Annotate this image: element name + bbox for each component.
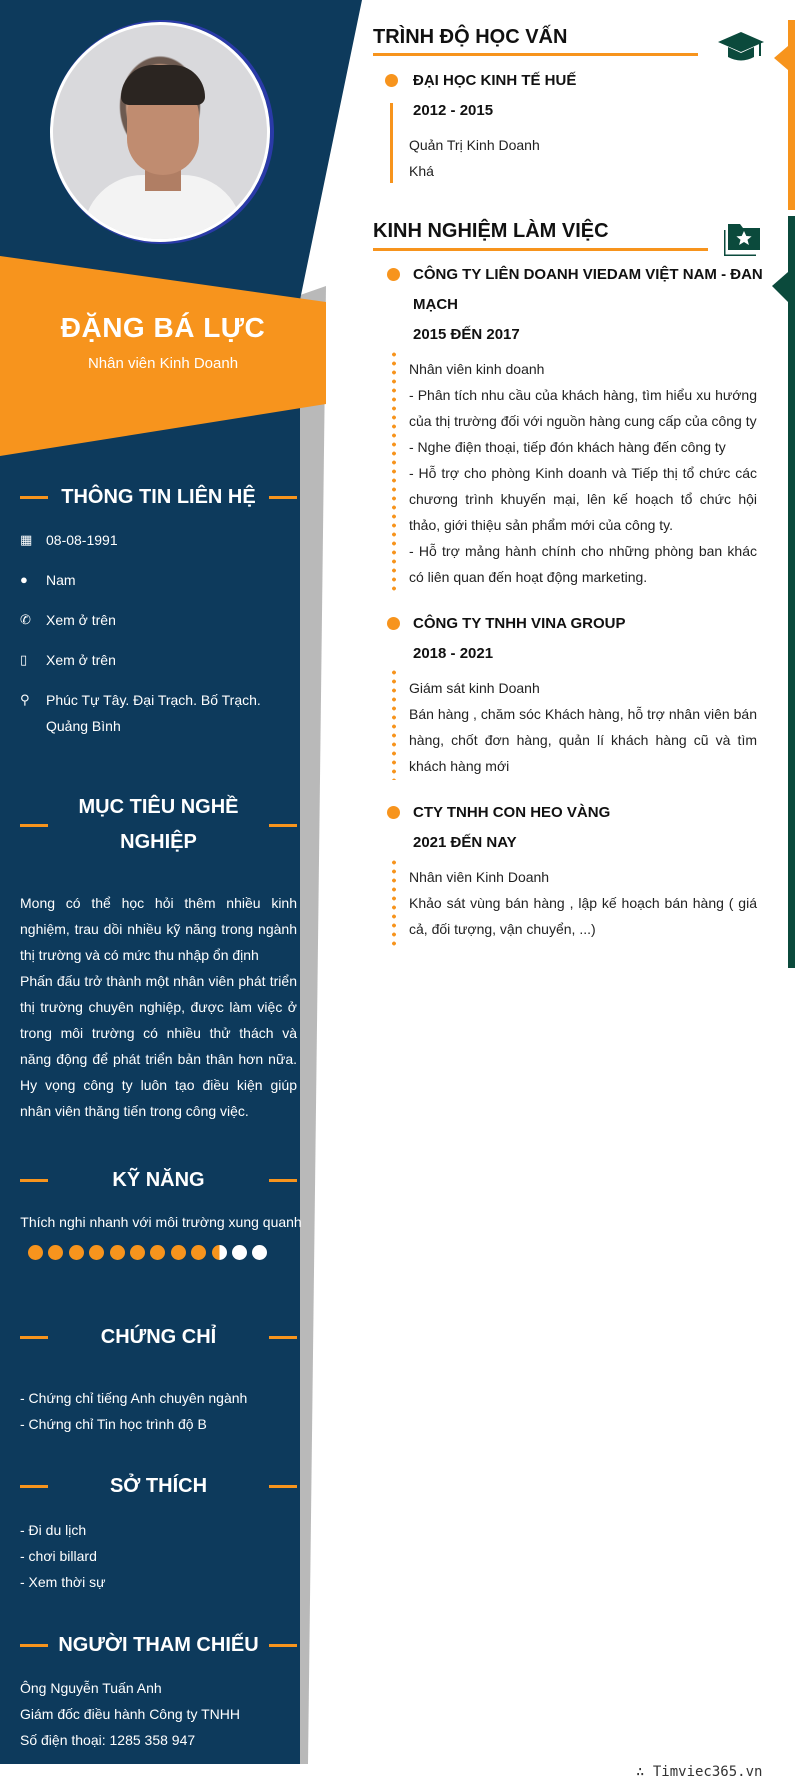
skill-dot: [48, 1245, 63, 1260]
job-company: CÔNG TY LIÊN DOANH VIEDAM VIỆT NAM - ĐAN: [413, 266, 763, 283]
skill-dot: [232, 1245, 247, 1260]
job-description: - Phân tích nhu cầu của khách hàng, tìm hiểu xu hướng của thị trường đối với nguồn hàng cung cấp của công ty - Nghe điện thoại, tiếp đón khách hàng đến công ty - Hỗ trợ cho phòng Kinh doanh và Tiếp thị tổ chức các chương trình khuyến mại, lên kế hoạch tổ chức hội thảo, giới thiệu sản phẩm mới của công ty. - Hỗ trợ mảng hành chính cho những phòng ban khác có liên quan đến hoạt động marketing.: [409, 387, 757, 585]
skill-dot: [150, 1245, 165, 1260]
job-period: 2015 ĐẾN 2017: [413, 326, 520, 343]
certificates-title: CHỨNG CHỈ: [100, 1326, 217, 1348]
job-position: Nhân viên kinh doanh: [409, 361, 545, 377]
skill-dot: [110, 1245, 125, 1260]
certificates-list: [20, 1385, 300, 1437]
job-bullet: [387, 617, 400, 630]
objective-title-line1: MỤC TIÊU NGHỀ: [78, 796, 239, 818]
divider: [269, 1336, 297, 1339]
job-company-cont: MẠCH: [413, 296, 458, 313]
education-title-underline: [373, 53, 698, 56]
divider: [20, 824, 48, 827]
contact-birthday: [20, 527, 300, 553]
divider: [20, 496, 48, 499]
education-timeline: [390, 103, 393, 183]
skill-dot: [252, 1245, 267, 1260]
phone-icon: ✆: [20, 612, 31, 627]
skills-section-header: [20, 1163, 297, 1198]
hobbies-title: SỞ THÍCH: [109, 1475, 208, 1497]
experience-title: KINH NGHIỆM LÀM VIỆC: [373, 220, 609, 242]
skill-name: Thích nghi nhanh với môi trường xung quanh: [20, 1214, 302, 1230]
watermark: ∴ Timviec365.vn: [636, 1764, 763, 1780]
divider: [269, 1644, 297, 1647]
job-position: Giám sát kinh Doanh: [409, 680, 540, 696]
education-bullet: [385, 74, 398, 87]
job-period: 2018 - 2021: [413, 645, 494, 662]
skill-dot: [171, 1245, 186, 1260]
list-item: - Đi du lịch: [20, 1522, 87, 1538]
job-timeline: [392, 350, 396, 592]
list-item: Số điện thoại: 1285 358 947: [20, 1732, 196, 1748]
certificates-section-header: [20, 1320, 297, 1355]
divider: [20, 1485, 48, 1488]
skill-dot: [89, 1245, 104, 1260]
references-section-header: [20, 1628, 297, 1663]
list-item: - chơi billard: [20, 1548, 97, 1564]
references-list: [20, 1675, 300, 1753]
job-company: CTY TNHH CON HEO VÀNG: [413, 804, 611, 821]
job-company: CÔNG TY TNHH VINA GROUP: [413, 615, 626, 632]
skills-title: KỸ NĂNG: [112, 1169, 205, 1191]
hobbies-list: [20, 1517, 300, 1595]
job-description: Khảo sát vùng bán hàng , lập kế hoạch bán hàng ( giá cả, đối tượng, vận chuyển, ...): [409, 895, 757, 937]
hobbies-section-header: [20, 1469, 297, 1504]
candidate-role: Nhân viên Kinh Doanh: [87, 355, 239, 372]
candidate-name: ĐẶNG BÁ LỰC: [60, 312, 266, 343]
contact-gender: [20, 567, 300, 593]
calendar-icon: ▦: [20, 532, 33, 547]
divider: [269, 496, 297, 499]
contact-address: [20, 687, 300, 739]
objective-title-line2: NGHIỆP: [120, 831, 197, 853]
contact-phone: [20, 607, 300, 633]
job-position: Nhân viên Kinh Doanh: [409, 869, 550, 885]
list-item: - Chứng chỉ tiếng Anh chuyên ngành: [20, 1390, 248, 1406]
graduation-cap-icon: [718, 30, 764, 66]
contact-value: Xem ở trên: [46, 612, 116, 628]
job-timeline: [392, 858, 396, 946]
list-item: - Xem thời sự: [20, 1574, 106, 1590]
education-title: TRÌNH ĐỘ HỌC VẤN: [373, 26, 568, 48]
references-title: NGƯỜI THAM CHIẾU: [58, 1634, 259, 1656]
skill-dot: [191, 1245, 206, 1260]
objective-text: Mong có thể học hỏi thêm nhiều kinh nghiệm, trau dồi nhiều kỹ năng trong ngành thị trường và có mức thu nhập ổn định Phấn đấu trở thành một nhân viên phát triển thị trường chuyên nghiệp, được làm việc ở trong môi trường có nhiều thử thách và năng động để phát triển bản thân hơn nữa. Hy vọng công ty luôn tạo điều kiện giúp nhân viên thăng tiến trong công việc.: [20, 895, 297, 1119]
job-description: Bán hàng , chăm sóc Khách hàng, hỗ trợ nhân viên bán hàng, chốt đơn hàng, quản lí khách hàng cũ và tìm khách hàng mới: [409, 706, 757, 774]
skill-rating: [28, 1245, 273, 1260]
avatar: [50, 22, 270, 242]
experience-title-underline: [373, 248, 708, 251]
education-major: Quản Trị Kinh Doanh: [409, 137, 540, 153]
contact-value: Nam: [46, 572, 76, 588]
contact-list: [20, 527, 300, 753]
divider: [20, 1336, 48, 1339]
job-period: 2021 ĐẾN NAY: [413, 834, 517, 851]
user-icon: ●: [20, 572, 28, 587]
list-item: Ông Nguyễn Tuấn Anh: [20, 1680, 162, 1696]
divider: [269, 1179, 297, 1182]
email-icon: ▯: [20, 652, 28, 667]
contact-value: 08-08-1991: [46, 532, 118, 548]
skill-dot: [69, 1245, 84, 1260]
job-bullet: [387, 806, 400, 819]
divider: [269, 1485, 297, 1488]
contact-value: Phúc Tự Tây. Đại Trạch. Bố Trạch. Quảng Bình: [46, 692, 261, 734]
list-item: - Chứng chỉ Tin học trình độ B: [20, 1416, 207, 1432]
folder-star-icon: [724, 222, 764, 256]
objective-section-header: [20, 790, 297, 860]
education-grade: Khá: [409, 163, 434, 179]
divider: [269, 824, 297, 827]
job-timeline: [392, 668, 396, 780]
divider: [20, 1644, 48, 1647]
education-school: ĐẠI HỌC KINH TẾ HUẾ: [413, 72, 577, 89]
skill-dot: [28, 1245, 43, 1260]
objective-title: [48, 790, 269, 860]
contact-section-header: [20, 480, 297, 515]
education-period: 2012 - 2015: [413, 102, 494, 119]
contact-title: THÔNG TIN LIÊN HỆ: [61, 486, 256, 508]
skill-dot: [130, 1245, 145, 1260]
skill-dot: [212, 1245, 227, 1260]
divider: [20, 1179, 48, 1182]
contact-email: [20, 647, 300, 673]
location-icon: ⚲: [20, 692, 30, 707]
contact-value: Xem ở trên: [46, 652, 116, 668]
list-item: Giám đốc điều hành Công ty TNHH: [20, 1706, 240, 1722]
job-bullet: [387, 268, 400, 281]
